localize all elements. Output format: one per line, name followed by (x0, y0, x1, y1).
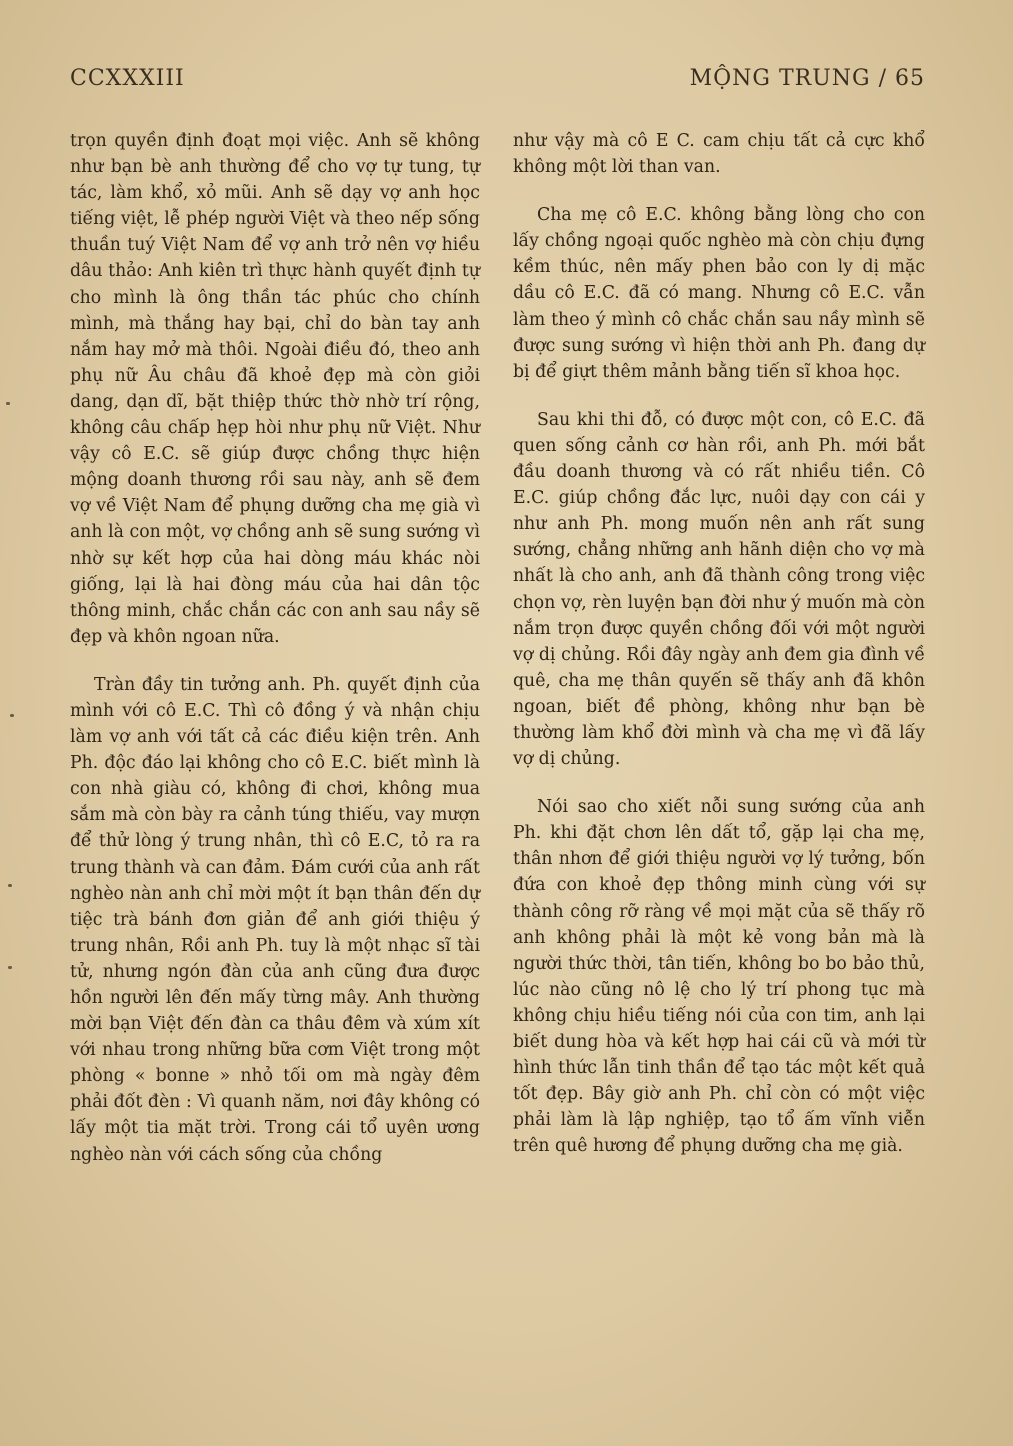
paper-speck (8, 884, 12, 887)
paragraph: Sau khi thi đỗ, có được một con, cô E.C. đã quen sống cảnh cơ hàn rồi, anh Ph. mới bắt đầu doanh thương và có rất nhiều tiền. Cô E.C. giúp chồng đắc lực, nuôi dạy con cái y như anh Ph. mong muốn nên anh rất sung sướng, chẳng những anh hãnh diện cho vợ mà nhất là cho anh, anh đã thành công trong việc chọn vợ, rèn luyện bạn đời như ý muốn mà còn nắm trọn được quyền chồng đối với một người vợ dị chủng. Rồi đây ngày anh đem gia đình về quê, cha mẹ thân quyến sẽ thấy anh đã khôn ngoan, biết đề phòng, không như bạn bè thường làm khổ đời mình và cha mẹ vì đã lấy vợ dị chủng. (513, 409, 925, 770)
paragraph: trọn quyền định đoạt mọi việc. Anh sẽ không như bạn bè anh thường để cho vợ tự tung, tự tác, làm khổ, xỏ mũi. Anh sẽ dạy vợ anh học tiếng việt, lễ phép người Việt và theo nếp sống thuần tuý Việt Nam để vợ anh trở nên vợ hiều dâu thảo: Anh kiên trì thực hành quyết định tự cho mình là ông thần tác phúc cho chính mình, mà thắng hay bại, chỉ do bàn tay anh nắm hay mở mà thôi. Ngoài điều đó, theo anh phụ nữ Âu châu đã khoẻ đẹp mà còn giỏi dang, dạn dĩ, bặt thiệp thức thờ nhờ trí rộng, không câu chấp hẹp hòi như phụ nữ Việt. Như vậy cô E.C. sẽ giúp được chồng thực hiện mộng doanh thương rồi sau này, anh sẽ đem vợ về Việt Nam để phụng dưỡng cha mẹ già vì anh là con một, vợ chồng anh sẽ sung sướng vì nhờ sự kết hợp của hai dòng máu khác nòi giống, lại là hai đòng máu của hai dân tộc thông minh, chắc chắn các con anh sau nầy sẽ đẹp và khôn ngoan nữa. (70, 131, 480, 647)
paper-speck (10, 714, 14, 717)
paragraph: như vậy mà cô E C. cam chịu tất cả cực khổ không một lời than van. (513, 131, 925, 178)
page-header (70, 66, 925, 100)
paragraph: Cha mẹ cô E.C. không bằng lòng cho con lấy chồng ngoại quốc nghèo mà còn chịu đựng kềm thúc, nên mấy phen bảo con ly dị mặc dầu cô E.C. đã có mang. Nhưng cô E.C. vẫn làm theo ý mình cô chắc chắn sau nầy mình sẽ được sung sướng vì hiện thời anh Ph. đang dự bị để giựt thêm mảnh bằng tiến sĩ khoa học. (513, 205, 925, 382)
paper-speck (8, 966, 12, 969)
right-text-column (513, 128, 925, 1159)
running-title-page-number: MỘNG TRUNG / 65 (689, 66, 925, 91)
paragraph: Nói sao cho xiết nỗi sung sướng của anh Ph. khi đặt chơn lên dất tổ, gặp lại cha mẹ, thân nhơn để giới thiệu người vợ lý tưởng, bốn đứa con khoẻ đẹp thông minh cùng với sự thành công rỡ ràng về mọi mặt của sẽ thấy rõ anh không phải là một kẻ vong bản mà là người thức thời, tân tiến, không bo bo bảo thủ, lúc nào cũng nô lệ cho lý trí phong tục mà không chịu hiều tiếng nói của con tim, anh lại biết dung hòa và kết hợp hai cái cũ và mới từ hình thức lẫn tinh thần để tạo tác một kết quả tốt đẹp. Bây giờ anh Ph. chỉ còn có một việc phải làm là lập nghiệp, tạo tổ ấm vĩnh viễn trên quê hương để phụng dưỡng cha mẹ già. (513, 797, 925, 1157)
paragraph: Tràn đầy tin tưởng anh. Ph. quyết định của mình với cô E.C. Thì cô đồng ý và nhận chịu làm vợ anh với tất cả các điều kiện trên. Anh Ph. độc đáo lại không cho cô E.C. biết mình là con nhà giàu có, không đi chơi, không mua sắm mà còn bày ra cảnh túng thiếu, vay mượn để thử lòng ý trung nhân, thì cô E.C, tỏ ra ra trung thành và can đảm. Đám cưới của anh rất nghèo nàn anh chỉ mời một ít bạn thân đến dự tiệc trà bánh đơn giản để anh giới thiệu ý trung nhân, Rồi anh Ph. tuy là một nhạc sĩ tài tử, nhưng ngón đàn của anh cũng đưa được hồn người lên đến mấy từng mây. Anh thường mời bạn Việt đến đàn ca thâu đêm và xúm xít với nhau trong những bữa cơm Việt trong một phòng « bonne » nhỏ tối om mà ngày đêm phải đốt đèn : Vì quanh năm, nơi đây không có lấy một tia mặt trời. Trong cái tổ uyên ương nghèo nàn với cách sống của chồng (70, 674, 480, 1165)
left-text-column (70, 128, 480, 1168)
paper-speck (6, 402, 10, 405)
chapter-number: CCXXXIII (70, 66, 185, 91)
